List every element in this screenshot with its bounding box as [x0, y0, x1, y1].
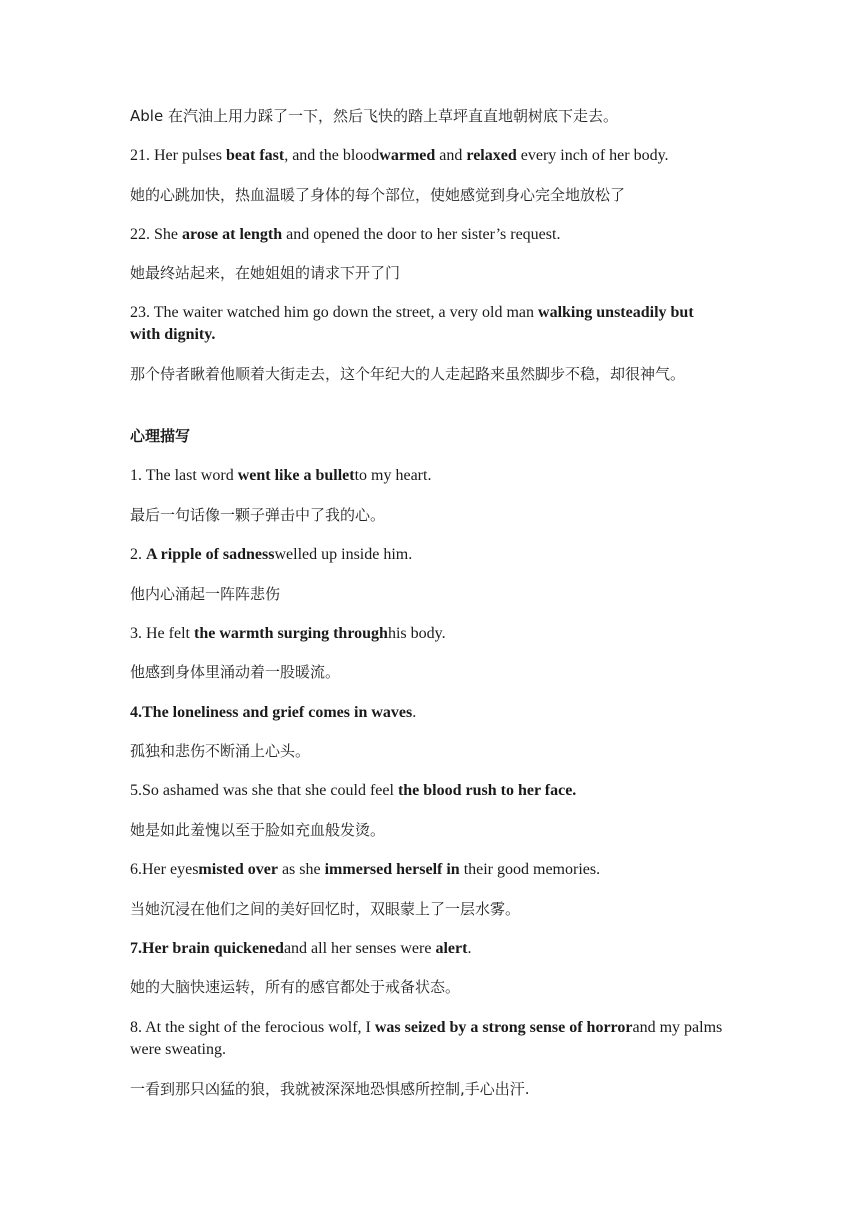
translation-21: 她的心跳加快，热血温暖了身体的每个部位，使她感觉到身心完全地放松了 — [130, 186, 626, 204]
psych-translation-7: 她的大脑快速运转，所有的感官都处于戒备状态。 — [130, 978, 461, 996]
psych-translation-6: 当她沉浸在他们之间的美好回忆时，双眼蒙上了一层水雾。 — [130, 900, 521, 918]
psych-translation-3: 他感到身体里涌动着一股暖流。 — [130, 663, 341, 681]
psych-translation-1: 最后一句话像一颗子弹击中了我的心。 — [130, 506, 386, 524]
psych-sentence-2: 2. A ripple of sadnesswelled up inside him. — [130, 546, 413, 563]
psych-sentence-4: 4.The loneliness and grief comes in waves. — [130, 704, 417, 721]
translation-23: 那个侍者瞅着他顺着大街走去，这个年纪大的人走起路来虽然脚步不稳，却很神气。 — [130, 365, 686, 383]
sentence-23: 23. The waiter watched him go down the street, a very old man walking unsteadily but with dignity. — [130, 304, 694, 343]
psych-translation-2: 他内心涌起一阵阵悲伤 — [130, 585, 281, 603]
psych-translation-4: 孤独和悲伤不断涌上心头。 — [130, 742, 311, 760]
psych-sentence-3: 3. He felt the warmth surging throughhis body. — [130, 625, 446, 642]
translation-line-20: Able 在汽油上用力踩了一下，然后飞快的踏上草坪直直地朝树底下走去。 — [130, 107, 618, 125]
psych-sentence-8: 8. At the sight of the ferocious wolf, I was seized by a strong sense of horrorand my palms were sweating. — [130, 1019, 723, 1058]
psych-sentence-7: 7.Her brain quickenedand all her senses were alert. — [130, 940, 472, 957]
psych-sentence-5: 5.So ashamed was she that she could feel the blood rush to her face. — [130, 782, 577, 799]
sentence-21: 21. Her pulses beat fast, and the bloodwarmed and relaxed every inch of her body. — [130, 147, 669, 164]
translation-22: 她最终站起来，在她姐姐的请求下开了门 — [130, 264, 401, 282]
psych-sentence-6: 6.Her eyesmisted over as she immersed herself in their good memories. — [130, 861, 601, 878]
psych-translation-5: 她是如此羞愧以至于脸如充血般发烫。 — [130, 821, 386, 839]
psych-sentence-1: 1. The last word went like a bulletto my heart. — [130, 467, 432, 484]
sentence-22: 22. She arose at length and opened the door to her sister’s request. — [130, 226, 561, 243]
psych-translation-8: 一看到那只凶猛的狼，我就被深深地恐惧感所控制,手心出汗. — [130, 1080, 530, 1098]
section-heading-psychology: 心理描写 — [130, 427, 191, 445]
